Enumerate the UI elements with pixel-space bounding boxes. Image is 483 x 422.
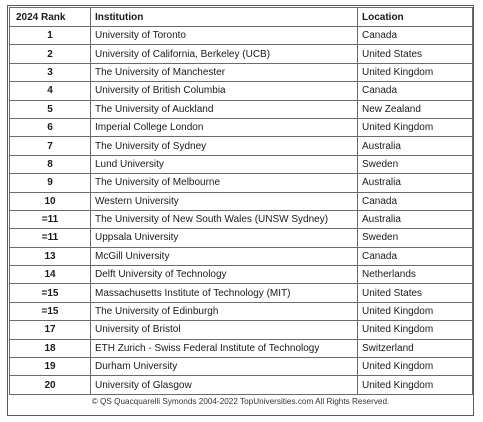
institution-cell: University of Toronto xyxy=(91,27,358,45)
table-row xyxy=(10,100,473,118)
table-row xyxy=(10,63,473,81)
table-body xyxy=(10,27,473,395)
rank-cell: 6 xyxy=(10,118,91,136)
rank-cell: 3 xyxy=(10,63,91,81)
institution-cell: The University of Edinburgh xyxy=(91,302,358,320)
table-row xyxy=(10,192,473,210)
location-cell: Canada xyxy=(358,82,473,100)
table-header-row xyxy=(10,8,473,27)
rank-cell: 14 xyxy=(10,266,91,284)
rank-cell: =11 xyxy=(10,229,91,247)
location-cell: Sweden xyxy=(358,155,473,173)
location-cell: United Kingdom xyxy=(358,376,473,394)
rank-cell: =11 xyxy=(10,210,91,228)
rank-cell: 8 xyxy=(10,155,91,173)
institution-cell: The University of Manchester xyxy=(91,63,358,81)
table-row xyxy=(10,358,473,376)
institution-cell: University of British Columbia xyxy=(91,82,358,100)
table-row xyxy=(10,137,473,155)
table-row xyxy=(10,118,473,136)
institution-cell: Western University xyxy=(91,192,358,210)
location-cell: Canada xyxy=(358,192,473,210)
location-cell: New Zealand xyxy=(358,100,473,118)
institution-cell: ETH Zurich - Swiss Federal Institute of Technology xyxy=(91,339,358,357)
location-cell: United Kingdom xyxy=(358,358,473,376)
table-row xyxy=(10,82,473,100)
rank-cell: 19 xyxy=(10,358,91,376)
location-cell: Canada xyxy=(358,247,473,265)
institution-cell: McGill University xyxy=(91,247,358,265)
rankings-table xyxy=(9,7,473,395)
location-cell: Sweden xyxy=(358,229,473,247)
institution-cell: Massachusetts Institute of Technology (MIT) xyxy=(91,284,358,302)
rank-cell: 17 xyxy=(10,321,91,339)
location-cell: United Kingdom xyxy=(358,118,473,136)
location-cell: Australia xyxy=(358,174,473,192)
location-cell: United States xyxy=(358,45,473,63)
institution-cell: University of Bristol xyxy=(91,321,358,339)
rank-cell: 20 xyxy=(10,376,91,394)
location-cell: Australia xyxy=(358,210,473,228)
rank-cell: 9 xyxy=(10,174,91,192)
column-header-institution: Institution xyxy=(91,8,358,27)
rank-cell: 10 xyxy=(10,192,91,210)
institution-cell: Imperial College London xyxy=(91,118,358,136)
rank-cell: =15 xyxy=(10,302,91,320)
column-header-location: Location xyxy=(358,8,473,27)
institution-cell: Uppsala University xyxy=(91,229,358,247)
table-row xyxy=(10,45,473,63)
location-cell: Switzerland xyxy=(358,339,473,357)
institution-cell: The University of New South Wales (UNSW Sydney) xyxy=(91,210,358,228)
table-row xyxy=(10,321,473,339)
institution-cell: The University of Sydney xyxy=(91,137,358,155)
rank-cell: =15 xyxy=(10,284,91,302)
table-row xyxy=(10,210,473,228)
table-row xyxy=(10,229,473,247)
location-cell: United Kingdom xyxy=(358,63,473,81)
table-row xyxy=(10,302,473,320)
rank-cell: 7 xyxy=(10,137,91,155)
table-row xyxy=(10,174,473,192)
location-cell: United States xyxy=(358,284,473,302)
rank-cell: 2 xyxy=(10,45,91,63)
location-cell: United Kingdom xyxy=(358,302,473,320)
rank-cell: 13 xyxy=(10,247,91,265)
table-row xyxy=(10,284,473,302)
table-row xyxy=(10,339,473,357)
institution-cell: The University of Auckland xyxy=(91,100,358,118)
table-row xyxy=(10,376,473,394)
institution-cell: Lund University xyxy=(91,155,358,173)
rank-cell: 1 xyxy=(10,27,91,45)
institution-cell: Durham University xyxy=(91,358,358,376)
table-row xyxy=(10,266,473,284)
table-row xyxy=(10,247,473,265)
location-cell: United Kingdom xyxy=(358,321,473,339)
location-cell: Netherlands xyxy=(358,266,473,284)
institution-cell: University of Glasgow xyxy=(91,376,358,394)
copyright-footer: © QS Quacquarelli Symonds 2004-2022 TopUniversities.com All Rights Reserved. xyxy=(91,397,390,406)
location-cell: Canada xyxy=(358,27,473,45)
rank-cell: 4 xyxy=(10,82,91,100)
table-row xyxy=(10,27,473,45)
institution-cell: Delft University of Technology xyxy=(91,266,358,284)
rank-cell: 5 xyxy=(10,100,91,118)
column-header-rank: 2024 Rank xyxy=(10,8,91,27)
institution-cell: The University of Melbourne xyxy=(91,174,358,192)
institution-cell: University of California, Berkeley (UCB) xyxy=(91,45,358,63)
table-row xyxy=(10,155,473,173)
location-cell: Australia xyxy=(358,137,473,155)
rank-cell: 18 xyxy=(10,339,91,357)
